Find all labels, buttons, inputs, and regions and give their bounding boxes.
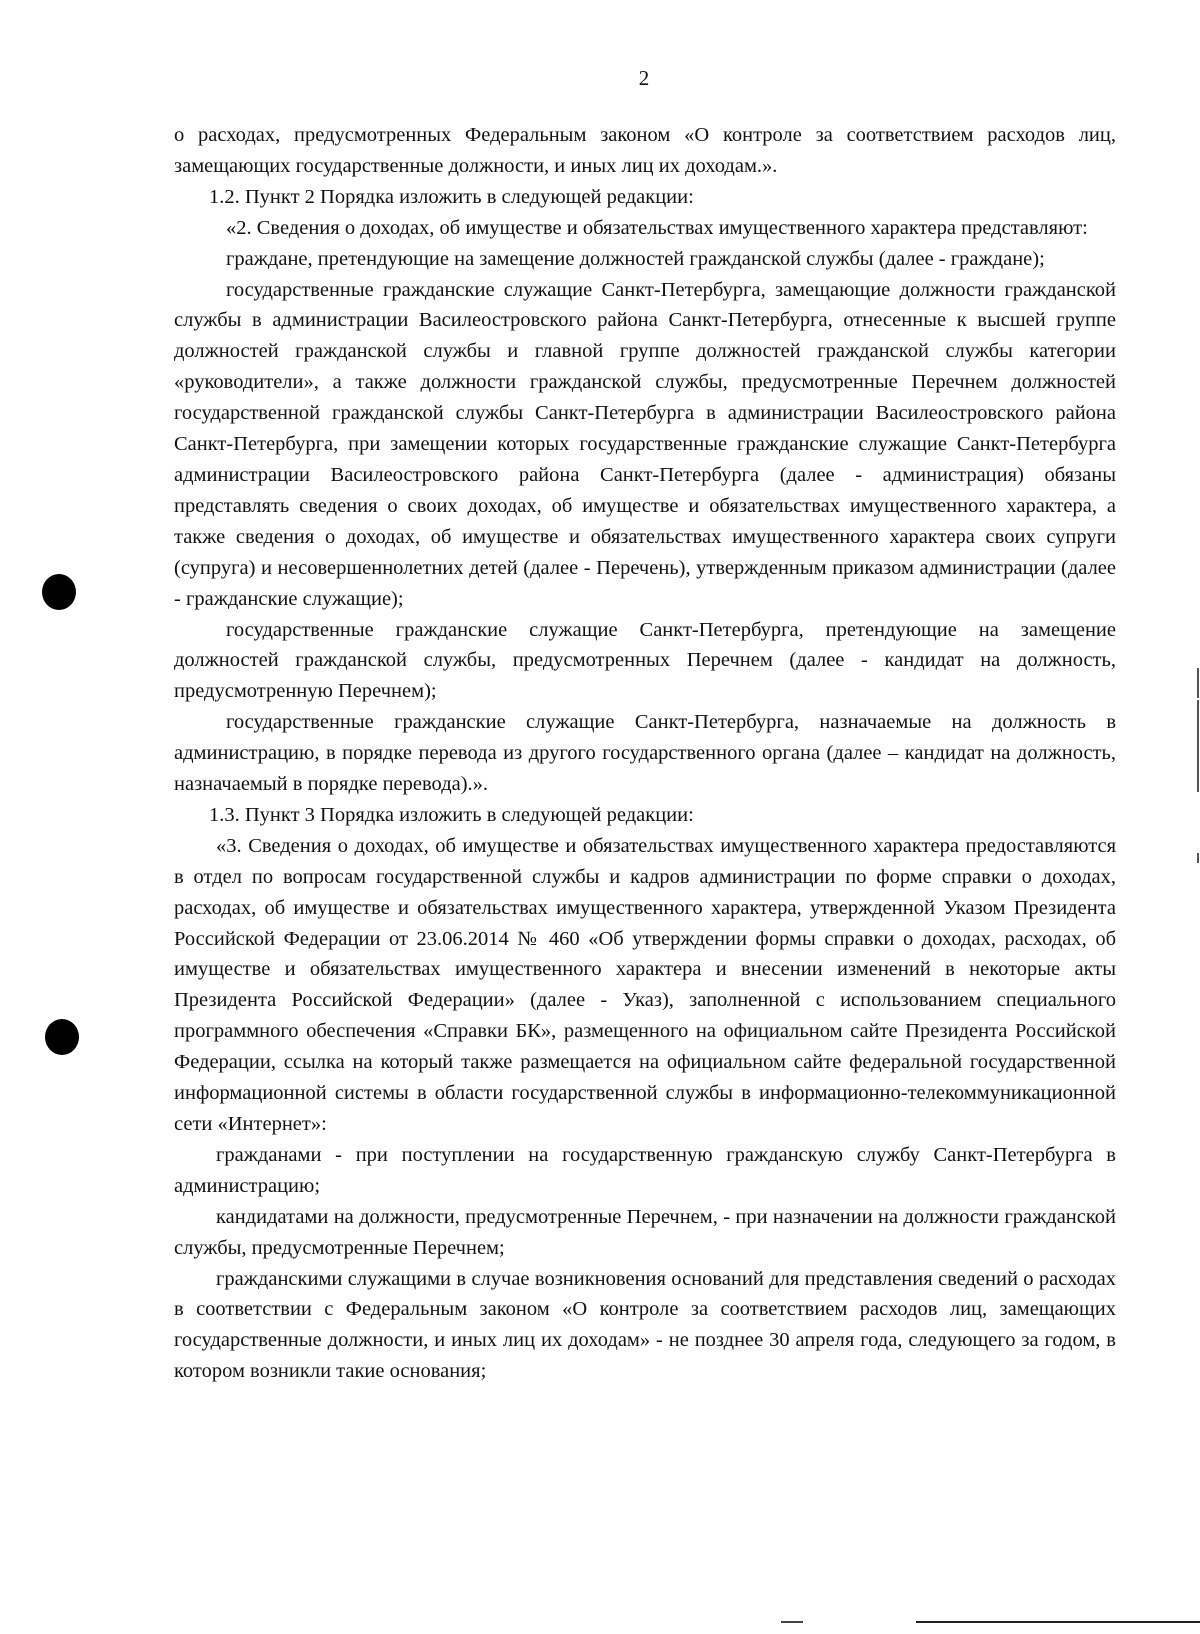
paragraph-by-candidates: кандидатами на должности, предусмотренные Перечнем, - при назначении на должности гражданской службы, предусмотренные Перечнем; (174, 1205, 1116, 1259)
paragraph-transfer-candidates: государственные гражданские служащие Санкт-Петербурга, назначаемые на должность в администрацию, в порядке перевода из другого государственного органа (далее – кандидат на должность, назначаемый в порядке перевода).». (174, 711, 1116, 796)
punch-hole-mark (42, 574, 76, 610)
paragraph-item-2: «2. Сведения о доходах, об имуществе и обязательствах имущественного характера представляют: (226, 216, 1088, 239)
punch-hole-mark (45, 1019, 79, 1055)
paragraph-citizens: граждане, претендующие на замещение должностей гражданской службы (далее - граждане); (226, 247, 1045, 270)
paragraph-candidates: государственные гражданские служащие Санкт-Петербурга, претендующие на замещение должностей гражданской службы, предусмотренных Перечнем (далее - кандидат на должность, предусмотренную Перечнем); (174, 618, 1116, 703)
paragraph-clause-1-2: 1.2. Пункт 2 Порядка изложить в следующей редакции: (209, 185, 694, 208)
scan-edge-mark (1197, 700, 1199, 792)
scan-edge-mark (1197, 853, 1199, 863)
scan-bottom-line (916, 1621, 1200, 1623)
paragraph-civil-servants: государственные гражданские служащие Санкт-Петербурга, замещающие должности гражданской службы в администрации Василеостровского района Санкт-Петербурга, отнесенные к высшей группе должностей гражданской службы и главной группе должностей гражданской службы категории «руководители», а также должности гражданской службы, предусмотренные Перечнем должностей государственной гражданской службы Санкт-Петербурга в администрации Василеостровского района Санкт-Петербурга, при замещении которых государственные гражданские служащие Санкт-Петербурга администрации Василеостровского района Санкт-Петербурга (далее - администрация) обязаны представлять сведения о своих доходах, об имуществе и обязательствах имущественного характера, а также сведения о доходах, об имуществе и обязательствах имущественного характера своих супруги (супруга) и несовершеннолетних детей (далее - Перечень), утвержденным приказом администрации (далее - гражданские служащие); (174, 278, 1116, 610)
paragraph-by-civil-servants: гражданскими служащими в случае возникновения оснований для представления сведений о расходах в соответствии с Федеральным законом «О контроле за соответствием расходов лиц, замещающих государственные должности, и иных лиц их доходам» - не позднее 30 апреля года, следующего за годом, в котором возникли такие основания; (174, 1267, 1116, 1383)
scan-edge-mark (1197, 668, 1199, 698)
page-number: 2 (638, 66, 650, 90)
document-body (174, 120, 1116, 1387)
paragraph-clause-1-3: 1.3. Пункт 3 Порядка изложить в следующей редакции: (209, 803, 694, 826)
paragraph-item-3: «3. Сведения о доходах, об имуществе и обязательствах имущественного характера предоставляются в отдел по вопросам государственной службы и кадров администрации по форме справки о доходах, расходах, об имуществе и обязательствах имущественного характера, утвержденной Указом Президента Российской Федерации от 23.06.2014 № 460 «Об утверждении формы справки о доходах, расходах, об имуществе и обязательствах имущественного характера и внесении изменений в некоторые акты Президента Российской Федерации» (далее - Указ), заполненной с использованием специального программного обеспечения «Справки БК», размещенного на официальном сайте Президента Российской Федерации, ссылка на который также размещается на официальном сайте федеральной государственной информационной системы в области государственной службы в информационно-телекоммуникационной сети «Интернет»: (174, 834, 1116, 1135)
paragraph-by-citizens: гражданами - при поступлении на государственную гражданскую службу Санкт-Петербурга в администрацию; (174, 1143, 1116, 1197)
paragraph-continuation: о расходах, предусмотренных Федеральным законом «О контроле за соответствием расходов лиц, замещающих государственные должности, и иных лиц их доходам.». (174, 124, 1116, 177)
scan-bottom-dash (781, 1621, 803, 1623)
